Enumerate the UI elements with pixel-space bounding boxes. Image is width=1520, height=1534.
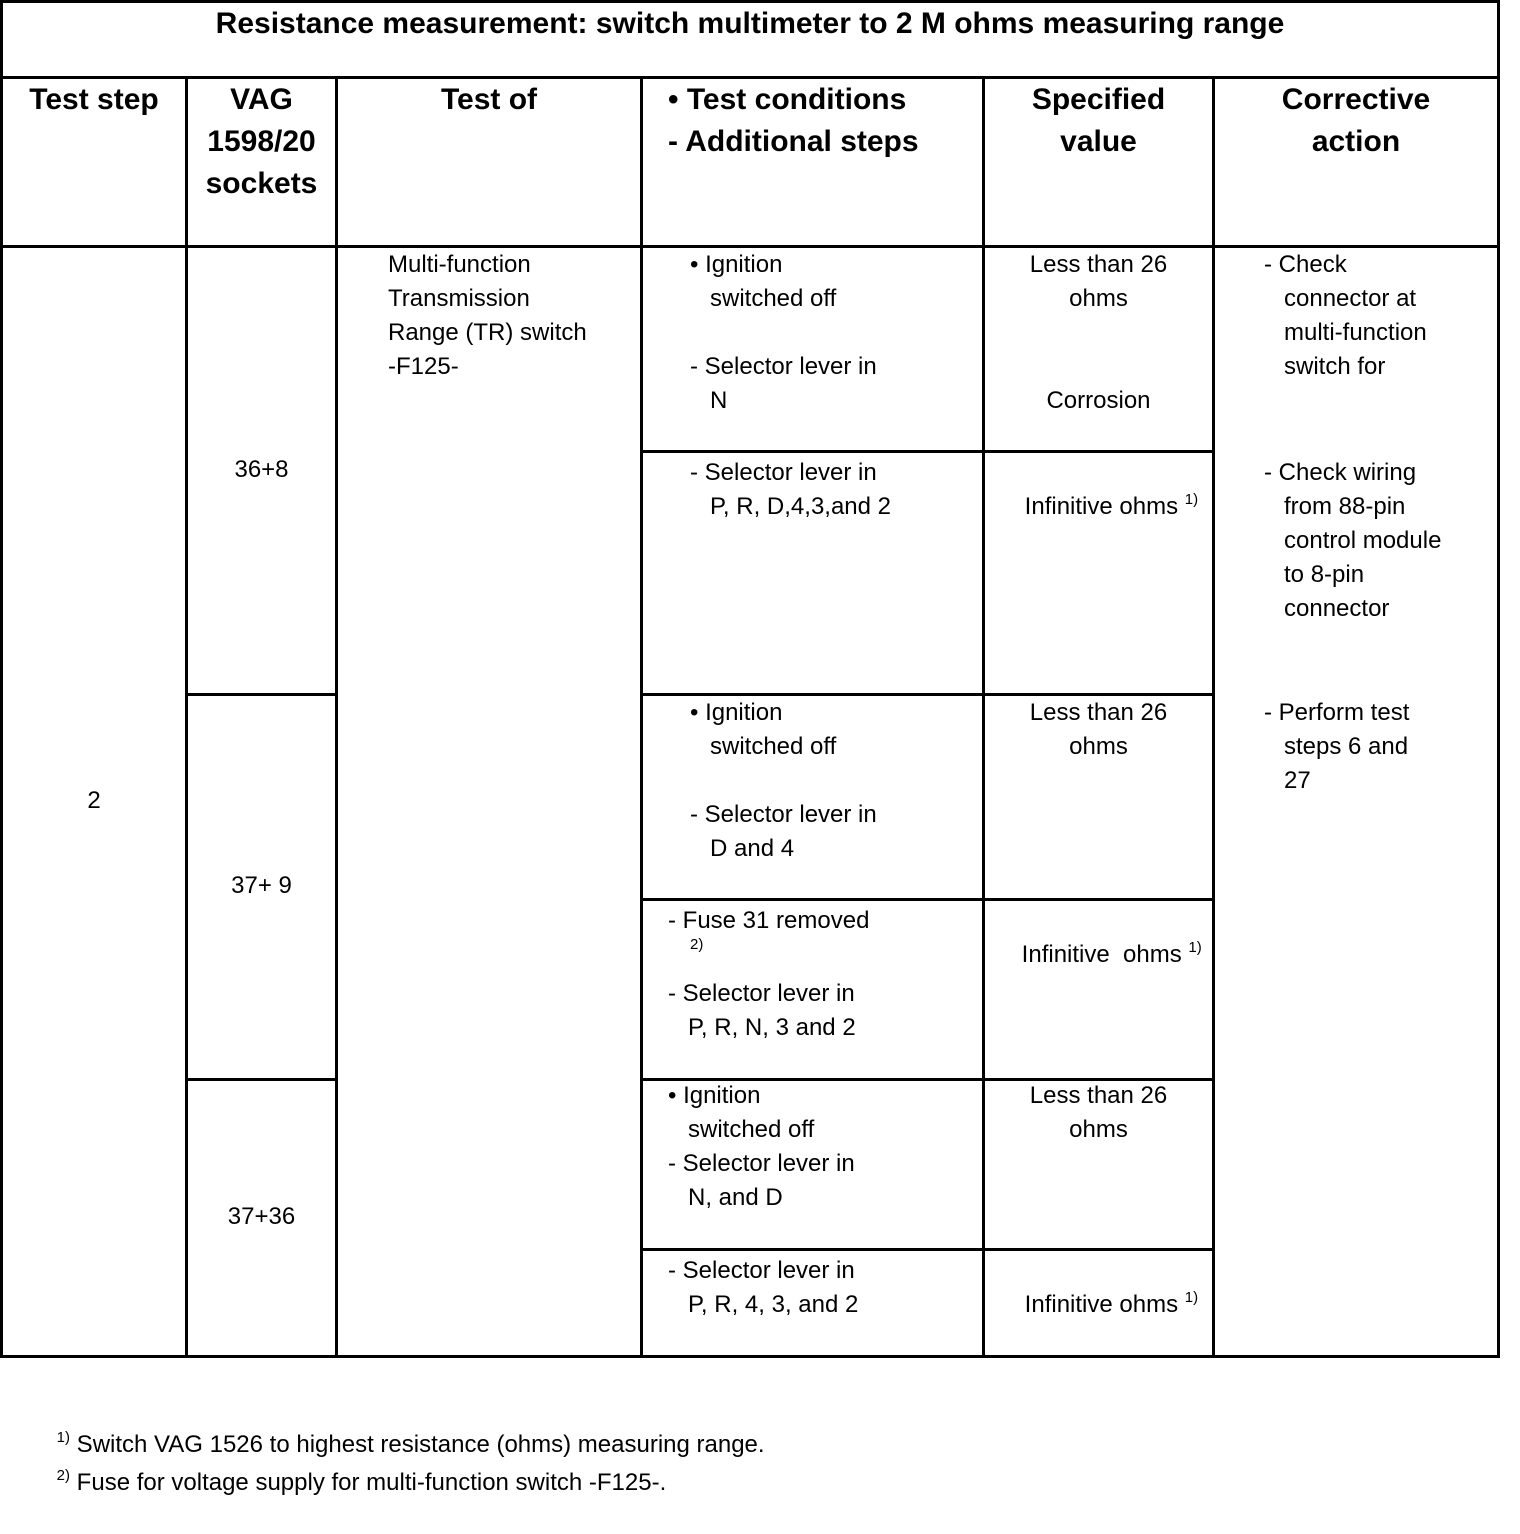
socket-pair: 37+36 (227, 1203, 296, 1230)
table-border-bottom (0, 1355, 1500, 1358)
specified-value-text: Infinitive ohms (1021, 941, 1182, 968)
header-test-of: Test of (440, 83, 538, 116)
fuse-footnote-mark: 2) (690, 936, 704, 953)
header-sockets: VAG 1598/20 sockets (205, 83, 318, 200)
condition-cell: - Selector lever in P, R, D,4,3,and 2 (690, 459, 892, 520)
socket-pair: 37+ 9 (231, 872, 292, 899)
header-specified-value: Specified value (1031, 83, 1166, 158)
footnote-text: Switch VAG 1526 to highest resistance (ohms) measuring range. (70, 1431, 765, 1458)
header-test-step: Test step (29, 83, 159, 116)
column-divider (1212, 76, 1215, 1358)
test-step-number: 2 (87, 787, 101, 814)
condition-cell: • Ignition switched off - Selector lever in D and 4 (690, 699, 877, 862)
condition-cell: • Ignition switched off - Selector lever in N, and D (668, 1082, 855, 1211)
condition-cell: - Selector lever in P, R, N, 3 and 2 (668, 980, 856, 1041)
test-of-component: Multi-function Transmission Range (TR) switch -F125- (388, 251, 587, 380)
column-divider (185, 76, 188, 1358)
specified-value (998, 456, 1198, 558)
specified-value-text: Infinitive ohms (1024, 493, 1179, 520)
specified-value-text: Infinitive ohms (1024, 1291, 1179, 1318)
socket-pair: 36+8 (234, 456, 289, 483)
condition-cell: - Selector lever in P, R, 4, 3, and 2 (668, 1257, 859, 1318)
footnote-mark: 1) (56, 1429, 71, 1446)
specified-value: Less than 26 ohms (1029, 699, 1168, 760)
condition-cell: • Ignition switched off - Selector lever in N (690, 251, 877, 414)
specified-value: Less than 26 ohms Corrosion (1029, 251, 1168, 414)
table-border-top (0, 0, 1500, 3)
footnote-mark: 1) (1188, 939, 1202, 956)
condition-cell: - Fuse 31 removed (668, 907, 870, 934)
condition-divider (641, 1248, 1215, 1251)
condition-divider (641, 898, 1215, 901)
specified-value (995, 904, 1202, 1006)
header-corrective-action: Corrective action (1281, 83, 1431, 158)
sockets-divider (186, 693, 338, 696)
specified-value: Less than 26 ohms (1029, 1082, 1168, 1143)
column-divider (335, 76, 338, 1358)
table-border-right (1497, 0, 1500, 1358)
footnote-mark: 1) (1184, 491, 1199, 508)
footnote-mark: 2) (56, 1467, 71, 1484)
corrective-action: - Perform test steps 6 and 27 (1264, 699, 1410, 794)
table-title: Resistance measurement: switch multimeter to 2 M ohms measuring range (215, 7, 1285, 40)
column-divider (640, 76, 643, 1358)
footnote (30, 1432, 666, 1534)
header-conditions: • Test conditions - Additional steps (668, 83, 919, 158)
specified-value (998, 1254, 1198, 1356)
corrective-action: - Check wiring from 88-pin control module to 8-pin connector (1264, 459, 1442, 622)
condition-divider (641, 450, 1215, 453)
sockets-divider (186, 1078, 338, 1081)
footnote-text: Fuse for voltage supply for multi-function switch -F125-. (70, 1469, 667, 1496)
table-border-left (0, 0, 3, 1358)
corrective-action: - Check connector at multi-function switch for (1264, 251, 1427, 380)
footnote-mark: 1) (1184, 1289, 1199, 1306)
